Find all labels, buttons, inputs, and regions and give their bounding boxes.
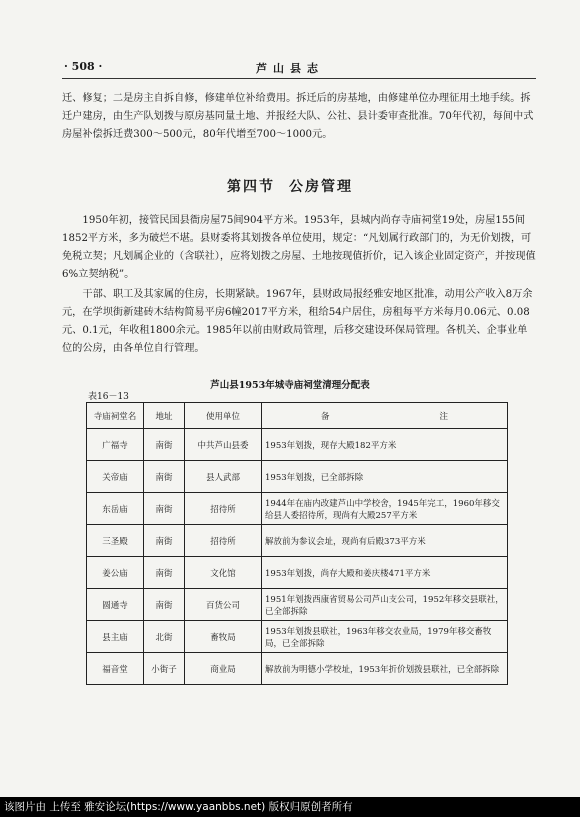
cell-notes: 1944年在庙内改建芦山中学校舍，1945年完工，1960年移交给县人委招待所，现尚有大殿257平方米 (262, 493, 508, 525)
intro-paragraph: 迁、修复；二是房主自拆自修，修建单位补给费用。拆迁后的房基地，由修建单位办理征用土地手续。拆迁户建房，由生产队划拨与原房基同量土地、并报经大队、公社、县计委审查批准。70年代初，每间中式房屋补偿拆迁费300～500元，80年代增至700～1000元。 (62, 93, 534, 140)
column-header-user: 使用单位 (185, 403, 262, 429)
section-number: 第四节 (227, 179, 275, 195)
table-title: 芦山县1953年城寺庙祠堂清理分配表 (210, 380, 370, 391)
cell-address: 北街 (144, 621, 185, 653)
cell-notes: 1951年划拨西康省贸易公司芦山支公司，1952年移交县联社，已全部拆除 (262, 589, 508, 621)
section-heading (0, 176, 580, 196)
cell-notes: 解放前为明德小学校址，1953年折价划拨县联社，已全部拆除 (262, 653, 508, 685)
column-header-notes-1: 备 (320, 411, 330, 422)
cell-notes: 1953年划拨，已全部拆除 (262, 461, 508, 493)
table-row (87, 493, 508, 525)
cell-address: 南街 (144, 589, 185, 621)
cell-user: 招待所 (185, 493, 262, 525)
column-header-address: 地址 (144, 403, 185, 429)
cell-user: 招待所 (185, 525, 262, 557)
cell-name: 关帝庙 (87, 461, 144, 493)
header-rule (62, 78, 536, 79)
cell-notes: 1953年划拨县联社，1963年移交农业局，1979年移交畜牧局，已全部拆除 (262, 621, 508, 653)
watermark-footer: 该图片由 上传至 雅安论坛(https://www.yaanbbs.net) 版权归原创者所有 (0, 797, 580, 817)
cell-address: 小街子 (144, 653, 185, 685)
allocation-table (86, 402, 508, 685)
table-header-row (87, 403, 508, 429)
column-header-notes (262, 403, 508, 429)
page-number: · 508 · (64, 60, 103, 73)
cell-name: 福音堂 (87, 653, 144, 685)
cell-name: 县主庙 (87, 621, 144, 653)
table-row (87, 589, 508, 621)
cell-address: 南街 (144, 493, 185, 525)
cell-name: 东岳庙 (87, 493, 144, 525)
cell-user: 县人武部 (185, 461, 262, 493)
running-title: 芦山县志 (256, 62, 324, 75)
cell-notes: 1953年划拨，尚存大殿和姜庆楼471平方米 (262, 557, 508, 589)
cell-user: 百货公司 (185, 589, 262, 621)
table-row (87, 653, 508, 685)
cell-notes: 1953年划拨，现存大殿182平方米 (262, 429, 508, 461)
table-row (87, 429, 508, 461)
cell-address: 南街 (144, 429, 185, 461)
paragraph-1: 1950年初，接管民国县衙房屋75间904平方米。1953年，县城内尚存寺庙祠堂19处，房屋155间1852平方米，多为破烂不堪。县财委将其划拨各单位使用，规定：“凡划属行政部门的，为无价划拨，可免税立契；凡划属企业的（含联社），应将划拨之房屋、土地按现值折价，记入该企业固定资产，并按现值6%立契纳税”。 (62, 215, 536, 280)
section-title: 公房管理 (289, 179, 353, 195)
cell-name: 广福寺 (87, 429, 144, 461)
table-row (87, 621, 508, 653)
cell-name: 三圣殿 (87, 525, 144, 557)
cell-address: 南街 (144, 461, 185, 493)
paragraph-2: 干部、职工及其家属的住房，长期紧缺。1967年，县财政局报经雅安地区批准，动用公产收入8万余元，在学坝街新建砖木结构简易平房6幢2017平方米，租给54户居住，房租每平方米每月0.06元、0.08元、0.1元，年收租1800余元。1985年以前由财政局管理，后移交建设环保局管理。各机关、企事业单位的公房，由各单位自行管理。 (62, 289, 533, 354)
table-id: 表16－13 (88, 392, 129, 402)
cell-user: 商业局 (185, 653, 262, 685)
cell-name: 圆通寺 (87, 589, 144, 621)
table-row (87, 525, 508, 557)
table-row (87, 461, 508, 493)
column-header-name: 寺庙祠堂名 (87, 403, 144, 429)
cell-user: 畜牧局 (185, 621, 262, 653)
cell-address: 南街 (144, 557, 185, 589)
column-header-notes-2: 注 (439, 411, 449, 422)
cell-user: 中共芦山县委 (185, 429, 262, 461)
cell-user: 文化馆 (185, 557, 262, 589)
cell-name: 姜公庙 (87, 557, 144, 589)
cell-address: 南街 (144, 525, 185, 557)
table-row (87, 557, 508, 589)
cell-notes: 解放前为参议会址，现尚有后殿373平方米 (262, 525, 508, 557)
